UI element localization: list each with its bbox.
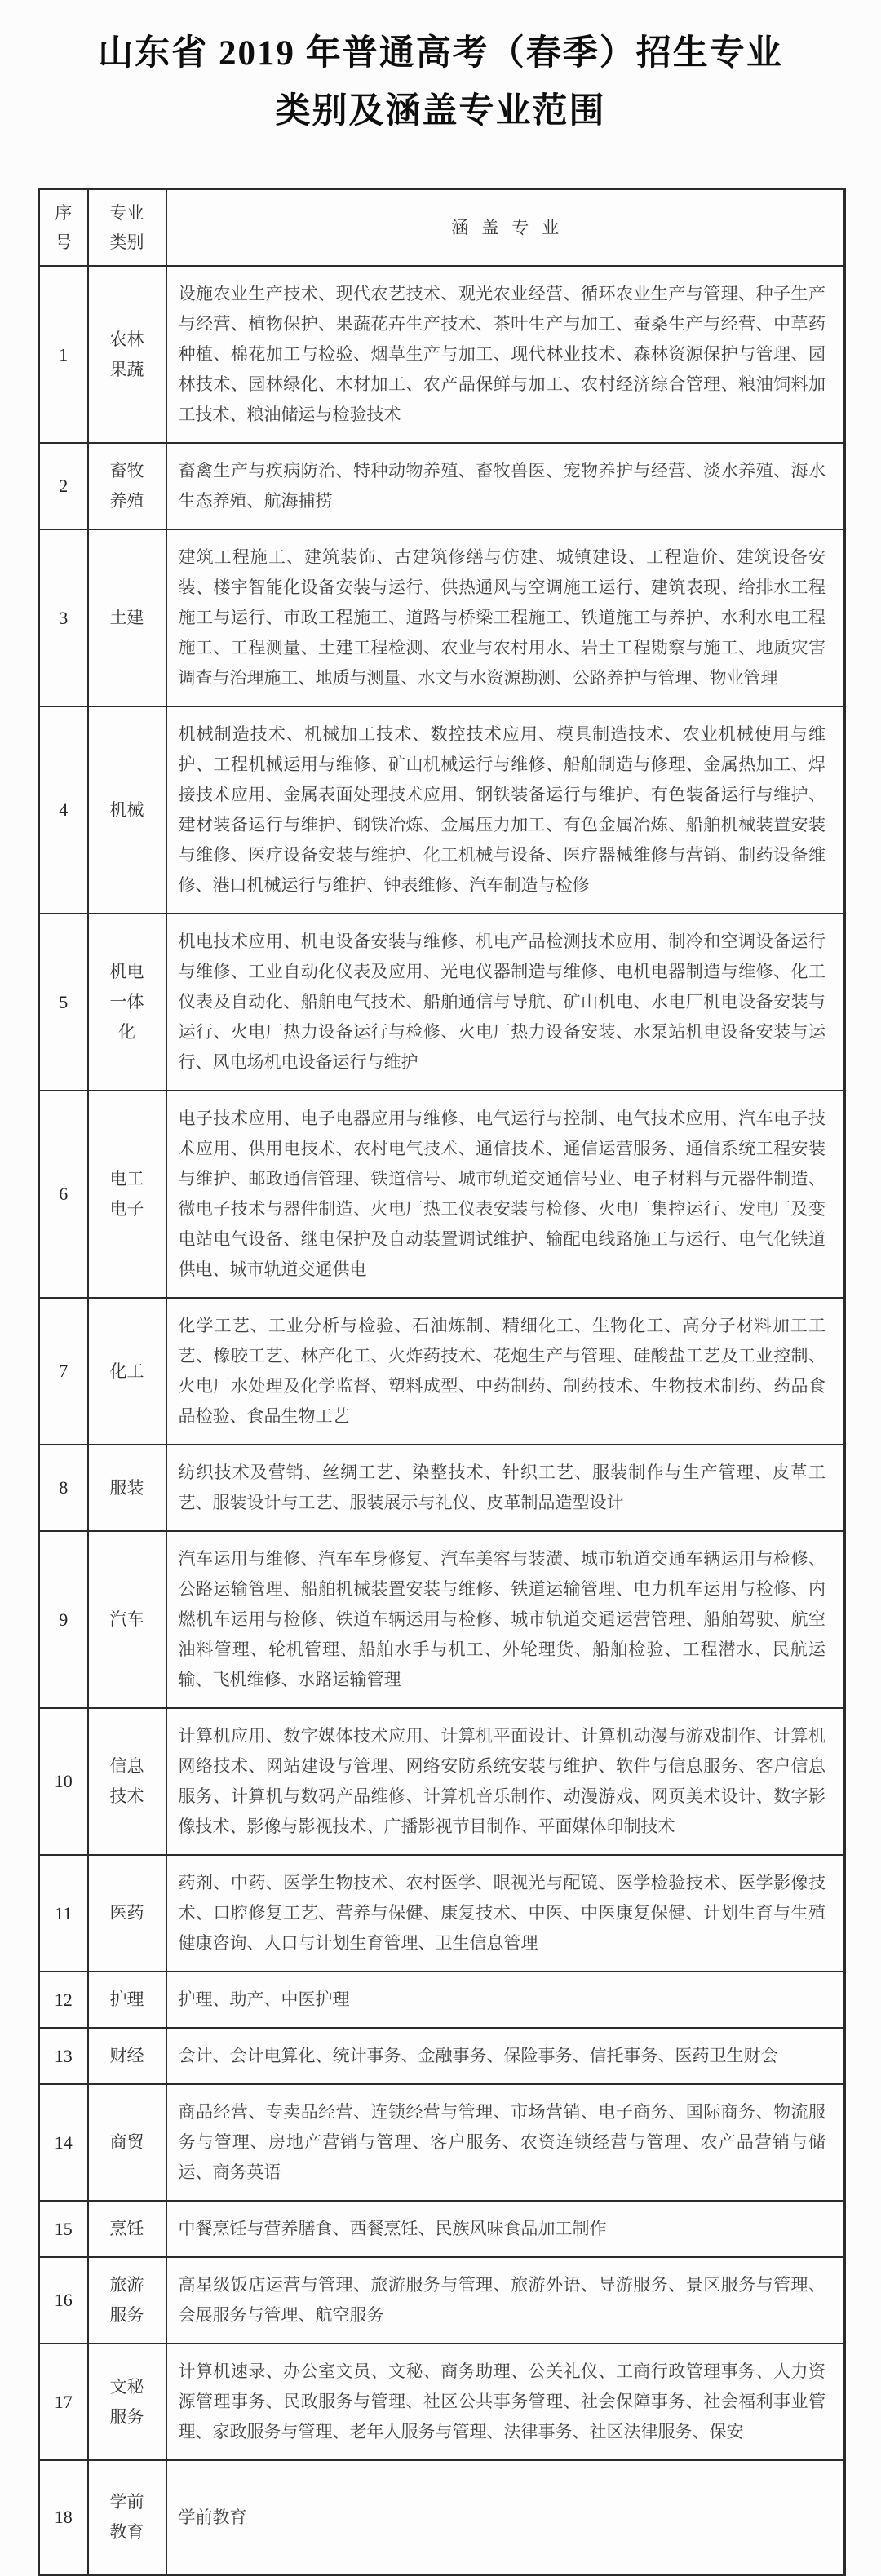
table-row [39, 2257, 845, 2344]
majors-cell: 汽车运用与维修、汽车车身修复、汽车美容与装潢、城市轨道交通车辆运用与检修、公路运输管理、船舶机械装置安装与维修、铁道运输管理、电力机车运用与检修、内燃机车运用与检修、铁道车辆运用与检修、城市轨道交通运营管理、船舶驾驶、航空油料管理、轮机管理、船舶水手与机工、外轮理货、船舶检验、工程潜水、民航运输、飞机维修、水路运输管理 [166, 1531, 845, 1708]
majors-table [38, 188, 846, 2576]
majors-cell: 中餐烹饪与营养膳食、西餐烹饪、民族风味食品加工制作 [166, 2201, 845, 2257]
category-cell: 农林果蔬 [88, 266, 166, 443]
row-number: 12 [39, 1972, 88, 2028]
majors-cell: 药剂、中药、医学生物技术、农村医学、眼视光与配镜、医学检验技术、医学影像技术、口腔修复工艺、营养与保健、康复技术、中医、中医康复保健、计划生育与生殖健康咨询、人口与计划生育管理、卫生信息管理 [166, 1855, 845, 1972]
table-row [39, 706, 845, 914]
category-cell: 土建 [88, 529, 166, 706]
header-category: 专业类别 [88, 189, 166, 267]
table-row [39, 1298, 845, 1445]
category-cell: 机械 [88, 706, 166, 914]
page-title [24, 24, 857, 140]
row-number: 3 [39, 529, 88, 706]
table-row [39, 529, 845, 706]
category-cell: 烹饪 [88, 2201, 166, 2257]
table-row [39, 2344, 845, 2460]
majors-cell: 建筑工程施工、建筑装饰、古建筑修缮与仿建、城镇建设、工程造价、建筑设备安装、楼宇智能化设备安装与运行、供热通风与空调施工运行、建筑表现、给排水工程施工与运行、市政工程施工、道路与桥梁工程施工、铁道施工与养护、水利水电工程施工、工程测量、土建工程检测、农业与农村用水、岩土工程勘察与施工、地质灾害调查与治理施工、地质与测量、水文与水资源勘测、公路养护与管理、物业管理 [166, 529, 845, 706]
majors-cell: 计算机速录、办公室文员、文秘、商务助理、公关礼仪、工商行政管理事务、人力资源管理事务、民政服务与管理、社区公共事务管理、社会保障事务、社会福利事业管理、家政服务与管理、老年人服务与管理、法律事务、社区法律服务、保安 [166, 2344, 845, 2460]
page-title-line2: 类别及涵盖专业范围 [275, 92, 606, 131]
row-number: 11 [39, 1855, 88, 1972]
majors-cell: 机械制造技术、机械加工技术、数控技术应用、模具制造技术、农业机械使用与维护、工程机械运用与维修、矿山机械运行与维修、船舶制造与修理、金属热加工、焊接技术应用、金属表面处理技术应用、钢铁装备运行与维护、有色装备运行与维护、建材装备运行与维护、钢铁冶炼、金属压力加工、有色金属冶炼、船舶机械装置安装与维修、医疗设备安装与维护、化工机械与设备、医疗器械维修与营销、制药设备维修、港口机械运行与维护、钟表维修、汽车制造与检修 [166, 706, 845, 914]
majors-cell: 纺织技术及营销、丝绸工艺、染整技术、针织工艺、服装制作与生产管理、皮革工艺、服装设计与工艺、服装展示与礼仪、皮革制品造型设计 [166, 1445, 845, 1531]
row-number: 18 [39, 2460, 88, 2575]
majors-cell: 机电技术应用、机电设备安装与维修、机电产品检测技术应用、制冷和空调设备运行与维修、工业自动化仪表及应用、光电仪器制造与维修、电机电器制造与维修、化工仪表及自动化、船舶电气技术、船舶通信与导航、矿山机电、水电厂机电设备安装与运行、火电厂热力设备运行与检修、火电厂热力设备安装、水泵站机电设备安装与运行、风电场机电设备运行与维护 [166, 914, 845, 1091]
row-number: 13 [39, 2028, 88, 2084]
majors-cell: 商品经营、专卖品经营、连锁经营与管理、市场营销、电子商务、国际商务、物流服务与管理、房地产营销与管理、客户服务、农资连锁经营与管理、农产品营销与储运、商务英语 [166, 2084, 845, 2201]
row-number: 16 [39, 2257, 88, 2344]
table-row [39, 443, 845, 529]
table-row [39, 914, 845, 1091]
category-cell: 汽车 [88, 1531, 166, 1708]
majors-cell: 电子技术应用、电子电器应用与维修、电气运行与控制、电气技术应用、汽车电子技术应用、供用电技术、农村电气技术、通信技术、通信运营服务、通信系统工程安装与维护、邮政通信管理、铁道信号、城市轨道交通信号业、电子材料与元器件制造、微电子技术与器件制造、火电厂热工仪表安装与检修、火电厂集控运行、发电厂及变电站电气设备、继电保护及自动装置调试维护、输配电线路施工与运行、电气化铁道供电、城市轨道交通供电 [166, 1091, 845, 1298]
table-row [39, 1708, 845, 1855]
category-cell: 护理 [88, 1972, 166, 2028]
row-number: 10 [39, 1708, 88, 1855]
category-cell: 文秘服务 [88, 2344, 166, 2460]
category-cell: 旅游服务 [88, 2257, 166, 2344]
row-number: 1 [39, 266, 88, 443]
row-number: 15 [39, 2201, 88, 2257]
majors-cell: 学前教育 [166, 2460, 845, 2575]
category-cell: 商贸 [88, 2084, 166, 2201]
majors-cell: 会计、会计电算化、统计事务、金融事务、保险事务、信托事务、医药卫生财会 [166, 2028, 845, 2084]
majors-cell: 设施农业生产技术、现代农艺技术、观光农业经营、循环农业生产与管理、种子生产与经营、植物保护、果蔬花卉生产技术、茶叶生产与加工、蚕桑生产与经营、中草药种植、棉花加工与检验、烟草生产与加工、现代林业技术、森林资源保护与管理、园林技术、园林绿化、木材加工、农产品保鲜与加工、农村经济综合管理、粮油饲料加工技术、粮油储运与检验技术 [166, 266, 845, 443]
row-number: 8 [39, 1445, 88, 1531]
category-cell: 财经 [88, 2028, 166, 2084]
row-number: 5 [39, 914, 88, 1091]
category-cell: 畜牧养殖 [88, 443, 166, 529]
majors-cell: 化学工艺、工业分析与检验、石油炼制、精细化工、生物化工、高分子材料加工工艺、橡胶工艺、林产化工、火炸药技术、花炮生产与管理、硅酸盐工艺及工业控制、火电厂水处理及化学监督、塑料成型、中药制药、制药技术、生物技术制药、药品食品检验、食品生物工艺 [166, 1298, 845, 1445]
table-row [39, 266, 845, 443]
table-row [39, 2460, 845, 2575]
row-number: 4 [39, 706, 88, 914]
table-row [39, 2201, 845, 2257]
table-row [39, 1531, 845, 1708]
header-serial-number: 序号 [39, 189, 88, 267]
category-cell: 机电一体化 [88, 914, 166, 1091]
table-row [39, 1091, 845, 1298]
table-row [39, 2084, 845, 2201]
majors-cell: 畜禽生产与疾病防治、特种动物养殖、畜牧兽医、宠物养护与经营、淡水养殖、海水生态养殖、航海捕捞 [166, 443, 845, 529]
row-number: 14 [39, 2084, 88, 2201]
majors-cell: 高星级饭店运营与管理、旅游服务与管理、旅游外语、导游服务、景区服务与管理、会展服务与管理、航空服务 [166, 2257, 845, 2344]
table-row [39, 1445, 845, 1531]
table-row [39, 2028, 845, 2084]
row-number: 9 [39, 1531, 88, 1708]
category-cell: 服装 [88, 1445, 166, 1531]
category-cell: 医药 [88, 1855, 166, 1972]
category-cell: 信息技术 [88, 1708, 166, 1855]
row-number: 7 [39, 1298, 88, 1445]
row-number: 6 [39, 1091, 88, 1298]
majors-cell: 计算机应用、数字媒体技术应用、计算机平面设计、计算机动漫与游戏制作、计算机网络技术、网站建设与管理、网络安防系统安装与维护、软件与信息服务、客户信息服务、计算机与数码产品维修、计算机音乐制作、动漫游戏、网页美术设计、数字影像技术、影像与影视技术、广播影视节目制作、平面媒体印制技术 [166, 1708, 845, 1855]
table-row [39, 1972, 845, 2028]
majors-cell: 护理、助产、中医护理 [166, 1972, 845, 2028]
row-number: 2 [39, 443, 88, 529]
table-header-row [39, 189, 845, 267]
category-cell: 化工 [88, 1298, 166, 1445]
table-row [39, 1855, 845, 1972]
header-covered-majors: 涵盖专业 [166, 189, 845, 267]
row-number: 17 [39, 2344, 88, 2460]
category-cell: 学前教育 [88, 2460, 166, 2575]
category-cell: 电工电子 [88, 1091, 166, 1298]
page-title-line1: 山东省 2019 年普通高考（春季）招生专业 [98, 34, 783, 73]
